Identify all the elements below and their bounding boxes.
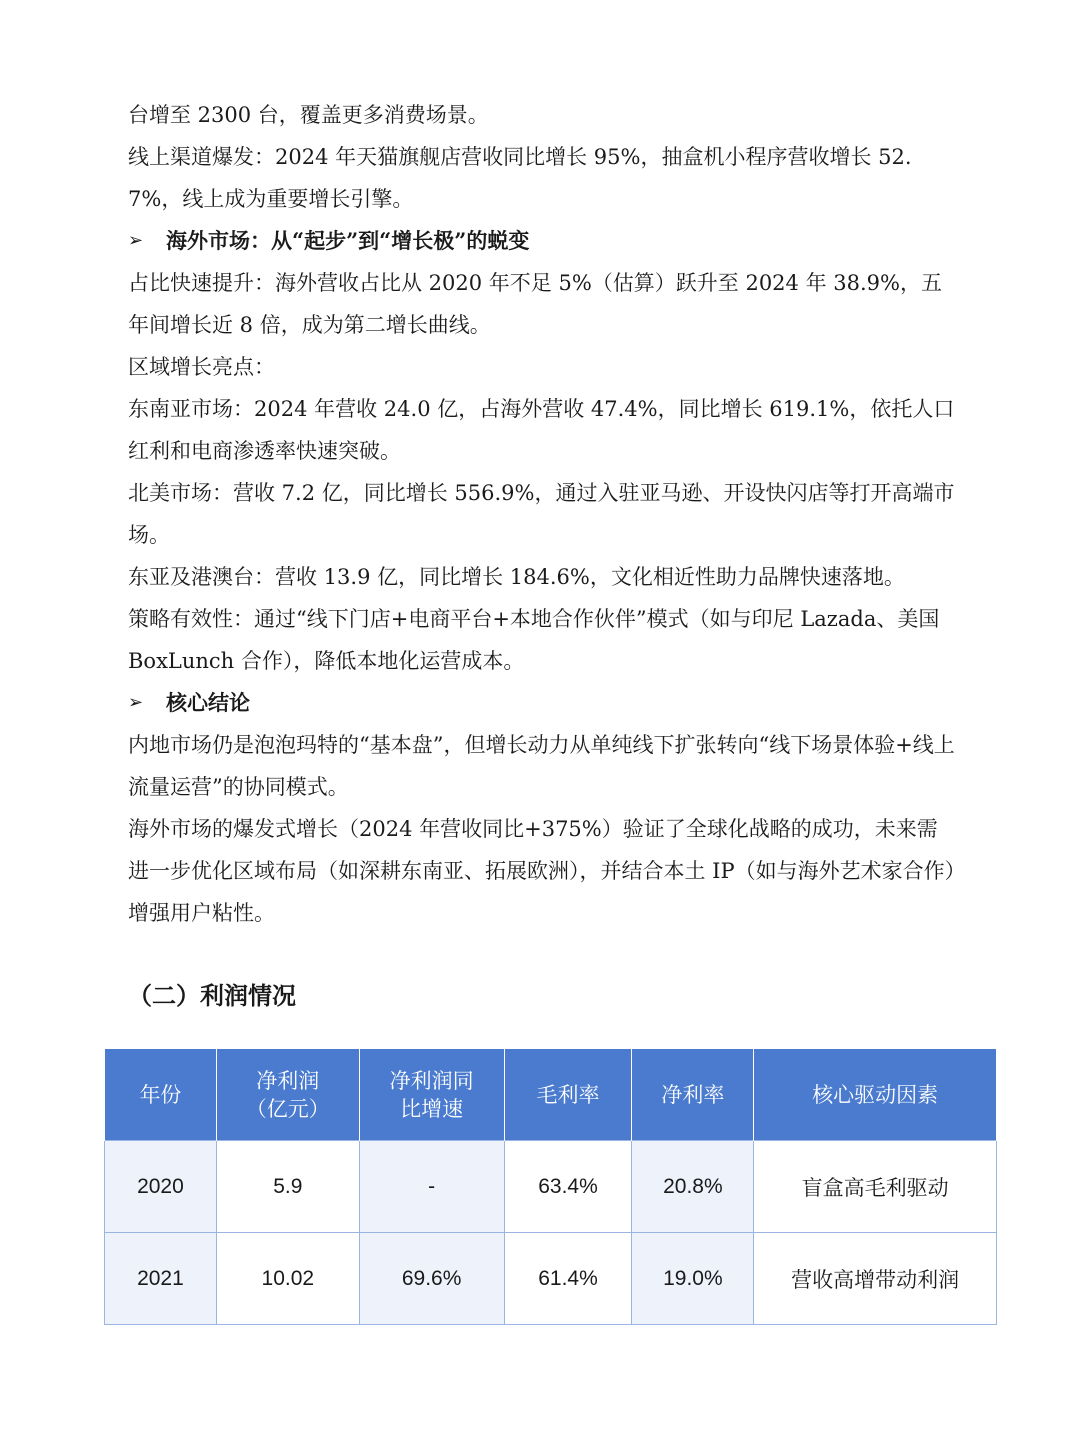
paragraph: 北美市场：营收 7.2 亿，同比增长 556.9%，通过入驻亚马逊、开设快闪店等打开高端市场。 xyxy=(128,481,955,547)
bullet-text: 核心结论 xyxy=(166,690,250,715)
column-header-drivers: 核心驱动因素 xyxy=(754,1049,997,1141)
cell-net-profit: 5.9 xyxy=(216,1141,359,1233)
paragraph: 区域增长亮点： xyxy=(128,355,275,379)
cell-driver: 盲盒高毛利驱动 xyxy=(754,1141,997,1233)
paragraph: 线上渠道爆发：2024 年天猫旗舰店营收同比增长 95%，抽盒机小程序营收增长 52.7%，线上成为重要增长引擎。 xyxy=(128,145,912,211)
bullet-heading-conclusion xyxy=(128,682,958,724)
cell-growth: - xyxy=(359,1141,504,1233)
profit-table xyxy=(104,1049,997,1325)
cell-year: 2021 xyxy=(105,1233,217,1325)
cell-gross-margin: 61.4% xyxy=(504,1233,632,1325)
column-header-net-margin: 净利率 xyxy=(632,1049,754,1141)
paragraph: 策略有效性：通过“线下门店+电商平台+本地合作伙伴”模式（如与印尼 Lazada、美国 BoxLunch 合作），降低本地化运营成本。 xyxy=(128,607,940,673)
cell-gross-margin: 63.4% xyxy=(504,1141,632,1233)
arrow-bullet-icon: ➢ xyxy=(128,230,144,251)
paragraph: 海外市场的爆发式增长（2024 年营收同比+375%）验证了全球化战略的成功，未来需进一步优化区域布局（如深耕东南亚、拓展欧洲），并结合本土 IP（如与海外艺术家合作）增强用户粘性。 xyxy=(128,817,956,925)
cell-year: 2020 xyxy=(105,1141,217,1233)
column-header-net-profit: 净利润 （亿元） xyxy=(216,1049,359,1141)
paragraph: 东南亚市场：2024 年营收 24.0 亿，占海外营收 47.4%，同比增长 619.1%，依托人口红利和电商渗透率快速突破。 xyxy=(128,397,955,463)
paragraph: 东亚及港澳台：营收 13.9 亿，同比增长 184.6%，文化相近性助力品牌快速落地。 xyxy=(128,565,905,589)
table-row xyxy=(105,1233,997,1325)
document-body xyxy=(128,94,958,934)
cell-net-profit: 10.02 xyxy=(216,1233,359,1325)
column-header-year: 年份 xyxy=(105,1049,217,1141)
table-row xyxy=(105,1141,997,1233)
section-title: （二）利润情况 xyxy=(128,982,296,1010)
column-header-gross-margin: 毛利率 xyxy=(504,1049,632,1141)
column-header-net-profit-growth: 净利润同 比增速 xyxy=(359,1049,504,1141)
cell-net-margin: 20.8% xyxy=(632,1141,754,1233)
cell-driver: 营收高增带动利润 xyxy=(754,1233,997,1325)
bullet-heading-overseas xyxy=(128,220,958,262)
paragraph: 台增至 2300 台，覆盖更多消费场景。 xyxy=(128,103,489,127)
cell-growth: 69.6% xyxy=(359,1233,504,1325)
table-header-row xyxy=(105,1049,997,1141)
paragraph: 内地市场仍是泡泡玛特的“基本盘”，但增长动力从单纯线下扩张转向“线下场景体验+线上流量运营”的协同模式。 xyxy=(128,733,955,799)
cell-net-margin: 19.0% xyxy=(632,1233,754,1325)
bullet-text: 海外市场：从“起步”到“增长极”的蜕变 xyxy=(166,228,530,253)
paragraph: 占比快速提升：海外营收占比从 2020 年不足 5%（估算）跃升至 2024 年 38.9%，五年间增长近 8 倍，成为第二增长曲线。 xyxy=(128,271,942,337)
arrow-bullet-icon: ➢ xyxy=(128,692,144,713)
